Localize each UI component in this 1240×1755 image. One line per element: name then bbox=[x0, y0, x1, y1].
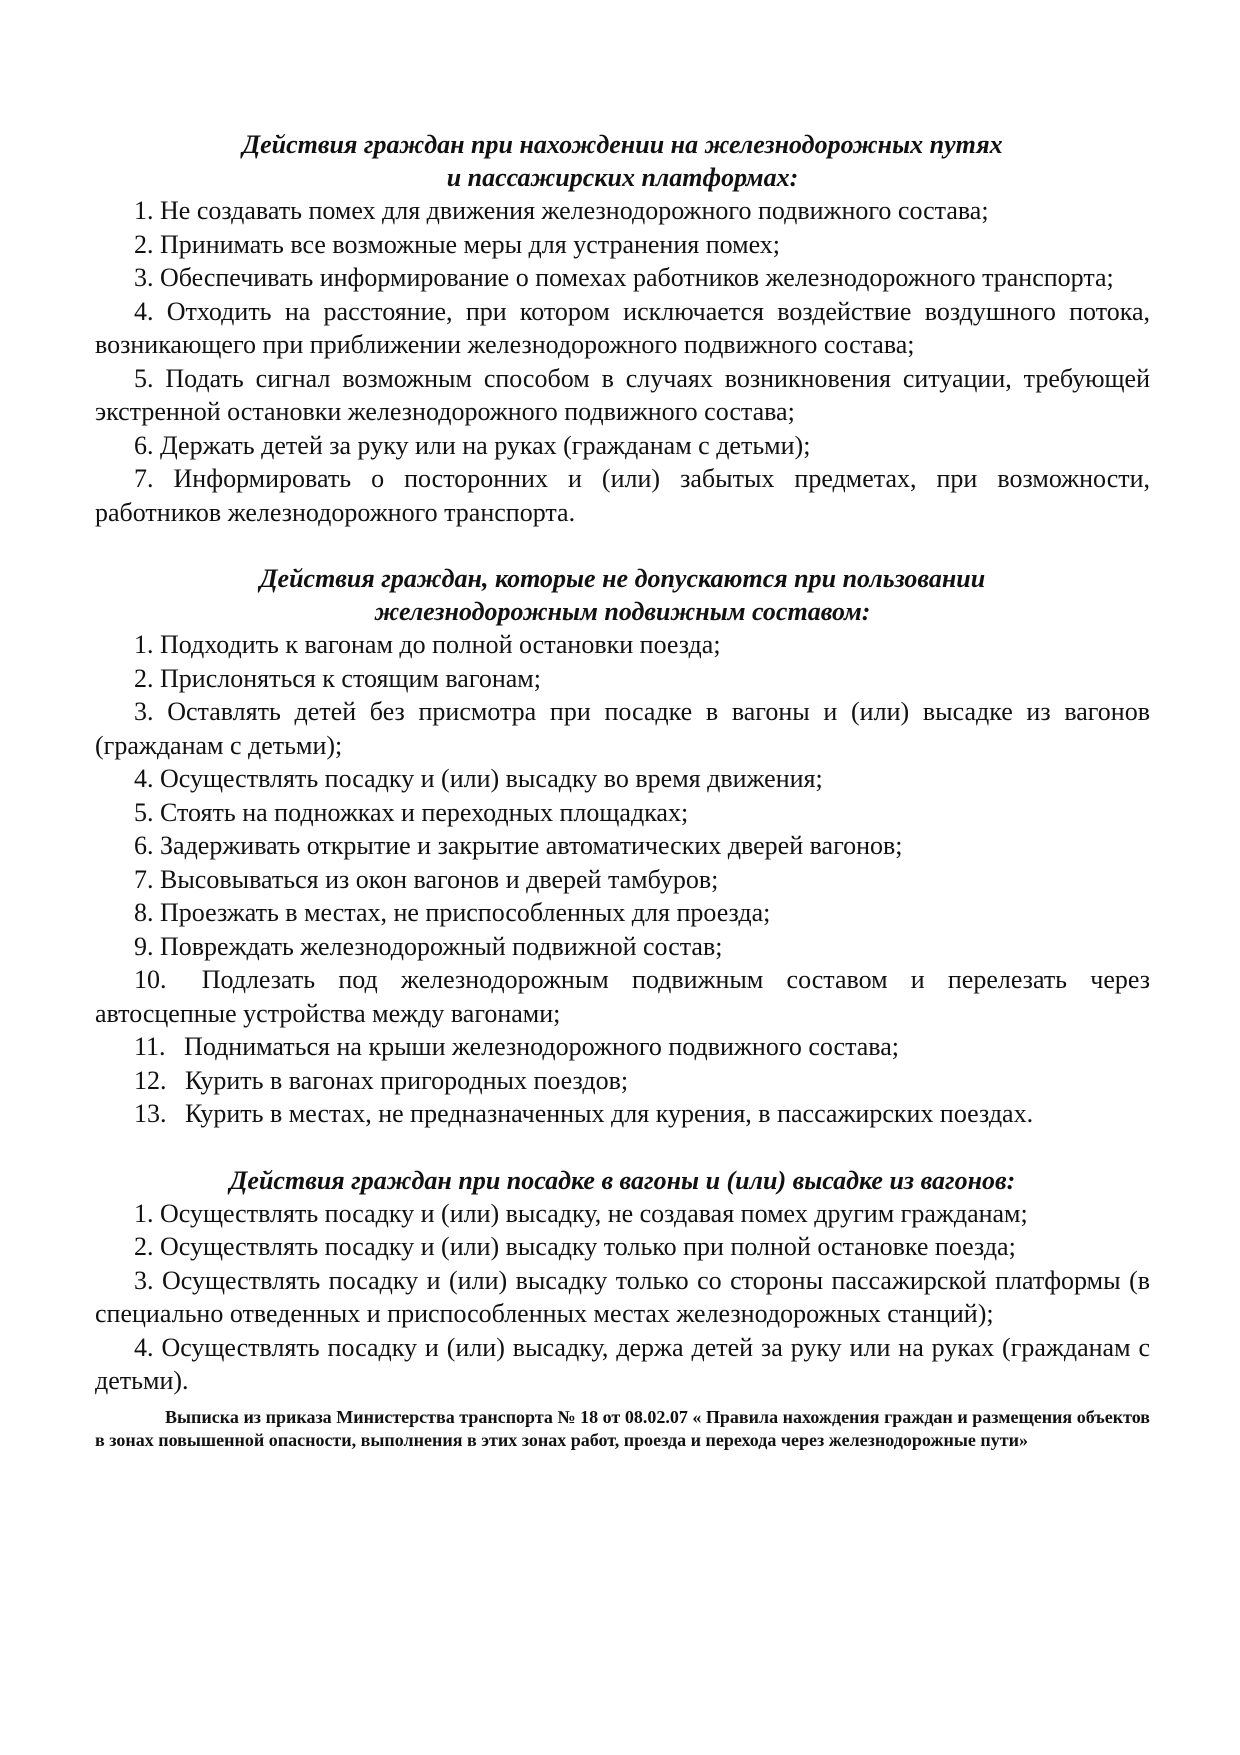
rules-list bbox=[95, 628, 1150, 1131]
item-number: 3. bbox=[134, 1265, 154, 1295]
section-spacer bbox=[95, 529, 1150, 562]
item-text: Осуществлять посадку и (или) высадку только при полной остановке поезда; bbox=[160, 1232, 1016, 1261]
item-number: 4. bbox=[134, 1332, 154, 1362]
item-text: Принимать все возможные меры для устранения помех; bbox=[160, 229, 781, 259]
item-number: 10. bbox=[134, 965, 167, 994]
list-item bbox=[95, 963, 1150, 1030]
item-number: 6. bbox=[134, 430, 154, 460]
section-heading bbox=[95, 1164, 1150, 1197]
item-text: Подлезать под железнодорожным подвижным составом и перелезать через автосцепные устройства между вагонами; bbox=[95, 965, 1150, 1028]
list-item bbox=[95, 429, 1150, 463]
list-item bbox=[95, 796, 1150, 830]
list-item bbox=[95, 695, 1150, 762]
list-item bbox=[95, 762, 1150, 796]
item-text: Подходить к вагонам до полной остановки поезда; bbox=[160, 630, 721, 659]
item-text: Прислоняться к стоящим вагонам; bbox=[160, 663, 541, 693]
item-text: Высовываться из окон вагонов и дверей тамбуров; bbox=[160, 864, 719, 894]
item-text: Задерживать открытие и закрытие автоматических дверей вагонов; bbox=[160, 831, 903, 860]
section-heading bbox=[95, 562, 1150, 628]
list-item bbox=[95, 1030, 1150, 1064]
heading-line: железнодорожным подвижным составом: bbox=[374, 597, 871, 626]
item-number: 2. bbox=[134, 663, 154, 693]
item-text: Осуществлять посадку и (или) высадку, держа детей за руку или на руках (гражданам с детьми). bbox=[95, 1332, 1151, 1395]
item-number: 2. bbox=[134, 1232, 154, 1261]
heading-line: Действия граждан при нахождении на железнодорожных путях bbox=[242, 130, 1003, 159]
rules-list bbox=[95, 1197, 1150, 1398]
item-text: Держать детей за руку или на руках (гражданам с детьми); bbox=[160, 430, 811, 460]
item-text: Информировать о посторонних и (или) забытых предметах, при возможности, работников железнодорожного транспорта. bbox=[95, 464, 1151, 527]
list-item bbox=[95, 295, 1150, 362]
item-number: 12. bbox=[134, 1065, 167, 1095]
list-item bbox=[95, 228, 1150, 262]
list-item bbox=[95, 662, 1150, 696]
item-number: 8. bbox=[134, 898, 154, 927]
item-number: 5. bbox=[134, 363, 154, 393]
item-text: Проезжать в местах, не приспособленных для проезда; bbox=[160, 898, 771, 927]
item-number: 5. bbox=[134, 797, 154, 827]
source-footnote: Выписка из приказа Министерства транспорта № 18 от 08.02.07 « Правила нахождения граждан и размещения объектов в зонах повышенной опасности, выполнения в этих зонах работ, проезда и перехода через железнодорожные пути» bbox=[95, 1406, 1150, 1450]
item-number: 7. bbox=[134, 864, 154, 894]
item-number: 3. bbox=[134, 697, 154, 726]
item-number: 3. bbox=[134, 263, 154, 292]
heading-line: и пассажирских платформах: bbox=[446, 163, 799, 192]
item-text: Стоять на подножках и переходных площадках; bbox=[160, 797, 689, 827]
item-text: Курить в местах, не предназначенных для курения, в пассажирских поездах. bbox=[185, 1099, 1034, 1128]
list-item bbox=[95, 261, 1150, 295]
list-item bbox=[95, 930, 1150, 964]
item-number: 1. bbox=[134, 196, 154, 225]
section-platform-rules bbox=[95, 128, 1150, 529]
item-text: Не создавать помех для движения железнодорожного подвижного состава; bbox=[160, 196, 989, 225]
item-text: Осуществлять посадку и (или) высадку, не создавая помех другим гражданам; bbox=[160, 1198, 1028, 1228]
item-text: Обеспечивать информирование о помехах работников железнодорожного транспорта; bbox=[160, 263, 1114, 292]
heading-line: Действия граждан, которые не допускаются при пользовании bbox=[259, 564, 986, 593]
list-item bbox=[95, 1097, 1150, 1131]
item-text: Подать сигнал возможным способом в случаях возникновения ситуации, требующей экстренной остановки железнодорожного подвижного состава; bbox=[95, 363, 1150, 426]
item-number: 4. bbox=[134, 296, 154, 326]
item-number: 9. bbox=[134, 931, 154, 961]
item-text: Осуществлять посадку и (или) высадку во время движения; bbox=[160, 764, 823, 793]
item-number: 11. bbox=[134, 1032, 166, 1061]
list-item bbox=[95, 1230, 1150, 1264]
list-item bbox=[95, 1197, 1150, 1231]
list-item bbox=[95, 194, 1150, 228]
item-text: Осуществлять посадку и (или) высадку только со стороны пассажирской платформы (в специально отведенных и приспособленных местах железнодорожных станций); bbox=[95, 1265, 1150, 1328]
list-item bbox=[95, 896, 1150, 930]
list-item bbox=[95, 829, 1150, 863]
list-item bbox=[95, 362, 1150, 429]
item-number: 2. bbox=[134, 229, 154, 259]
item-number: 6. bbox=[134, 831, 154, 860]
item-text: Оставлять детей без присмотра при посадке в вагоны и (или) высадке из вагонов (гражданам с детьми); bbox=[95, 697, 1151, 760]
list-item bbox=[95, 1331, 1150, 1398]
rules-list bbox=[95, 194, 1150, 529]
section-spacer bbox=[95, 1131, 1150, 1164]
list-item bbox=[95, 1064, 1150, 1098]
section-prohibited-actions bbox=[95, 562, 1150, 1131]
item-text: Отходить на расстояние, при котором исключается воздействие воздушного потока, возникающего при приближении железнодорожного подвижного состава; bbox=[95, 296, 1150, 359]
item-text: Повреждать железнодорожный подвижной состав; bbox=[160, 931, 723, 961]
list-item bbox=[95, 863, 1150, 897]
item-number: 1. bbox=[134, 1198, 154, 1228]
item-number: 1. bbox=[134, 630, 154, 659]
item-number: 7. bbox=[134, 464, 154, 493]
item-number: 13. bbox=[134, 1099, 167, 1128]
heading-line: Действия граждан при посадке в вагоны и (или) высадке из вагонов: bbox=[229, 1165, 1016, 1195]
item-number: 4. bbox=[134, 764, 154, 793]
item-text: Подниматься на крыши железнодорожного подвижного состава; bbox=[184, 1032, 900, 1061]
list-item bbox=[95, 1264, 1150, 1331]
section-heading bbox=[95, 128, 1150, 194]
item-text: Курить в вагонах пригородных поездов; bbox=[185, 1065, 629, 1095]
list-item bbox=[95, 628, 1150, 662]
section-boarding-rules bbox=[95, 1164, 1150, 1398]
list-item bbox=[95, 462, 1150, 529]
